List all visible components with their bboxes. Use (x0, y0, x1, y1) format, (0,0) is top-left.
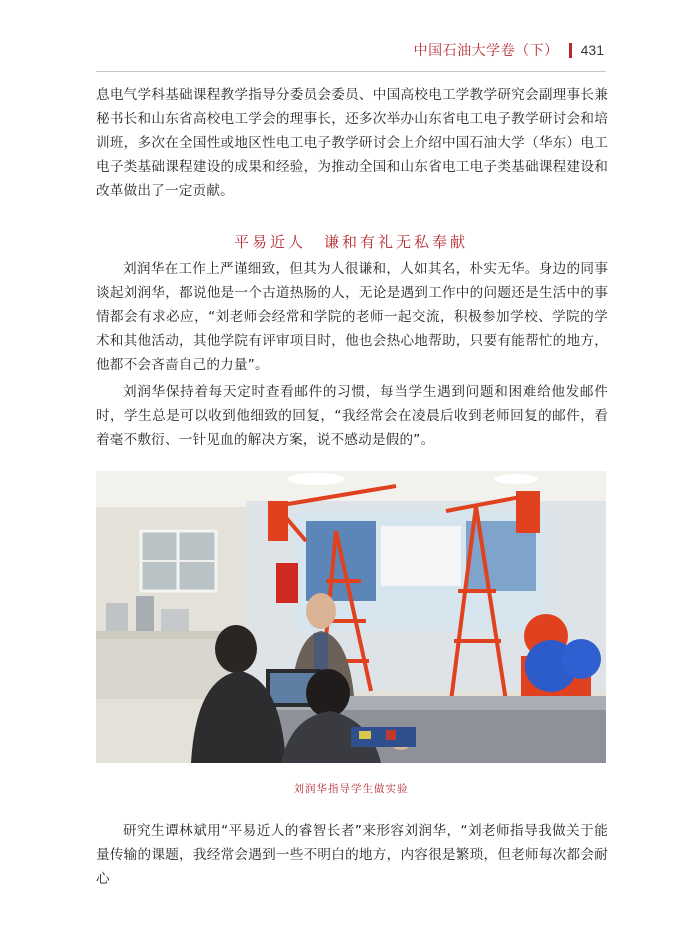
photo-caption: 刘润华指导学生做实验 (293, 783, 409, 795)
book-title: 中国石油大学卷（下） (413, 43, 559, 59)
header-divider-bar (569, 43, 572, 58)
running-head (414, 40, 604, 60)
paragraph-student-quote: 研究生谭林斌用“平易近人的睿智长者”来形容刘润华，“刘老师指导我做关于能量传输的课题，我经常会遇到一些不明白的地方，内容很是繁琐，但老师每次都会耐心 (96, 823, 608, 887)
paragraph-email-habit: 刘润华保持着每天定时查看邮件的习惯，每当学生遇到问题和困难给他发邮件时，学生总是可以收到他细致的回复，“我经常会在凌晨后收到老师回复的邮件，看着毫不敷衍、一针见血的解决方案，说不感动是假的”。 (96, 384, 608, 448)
paragraph-continued: 息电气学科基础课程教学指导分委员会委员、中国高校电工学教学研究会副理事长兼秘书长和山东省高校电工学会的理事长，还多次举办山东省电工电子教学研讨会和培训班，多次在全国性或地区性电工电子教学研讨会上介绍中国石油大学（华东）电工电子类基础课程建设的成果和经验，为推动全国和山东省电工电子类基础课程建设和改革做出了一定贡献。 (96, 87, 608, 199)
lab-photo (96, 471, 606, 763)
section-heading: 平易近人 谦和有礼无私奉献 (233, 233, 468, 251)
paragraph-colleagues: 刘润华在工作上严谨细致，但其为人很谦和，人如其名，朴实无华。身边的同事谈起刘润华，都说他是一个古道热肠的人，无论是遇到工作中的问题还是生活中的事情都会有求必应，“刘老师会经常和学院的老师一起交流，积极参加学校、学院的学术和其他活动，其他学院有评审项目时，他也会热心地帮助，只要有能帮忙的地方，他都不会吝啬自己的力量”。 (96, 261, 608, 373)
page-number: 431 (580, 42, 604, 58)
header-rule (96, 71, 606, 72)
